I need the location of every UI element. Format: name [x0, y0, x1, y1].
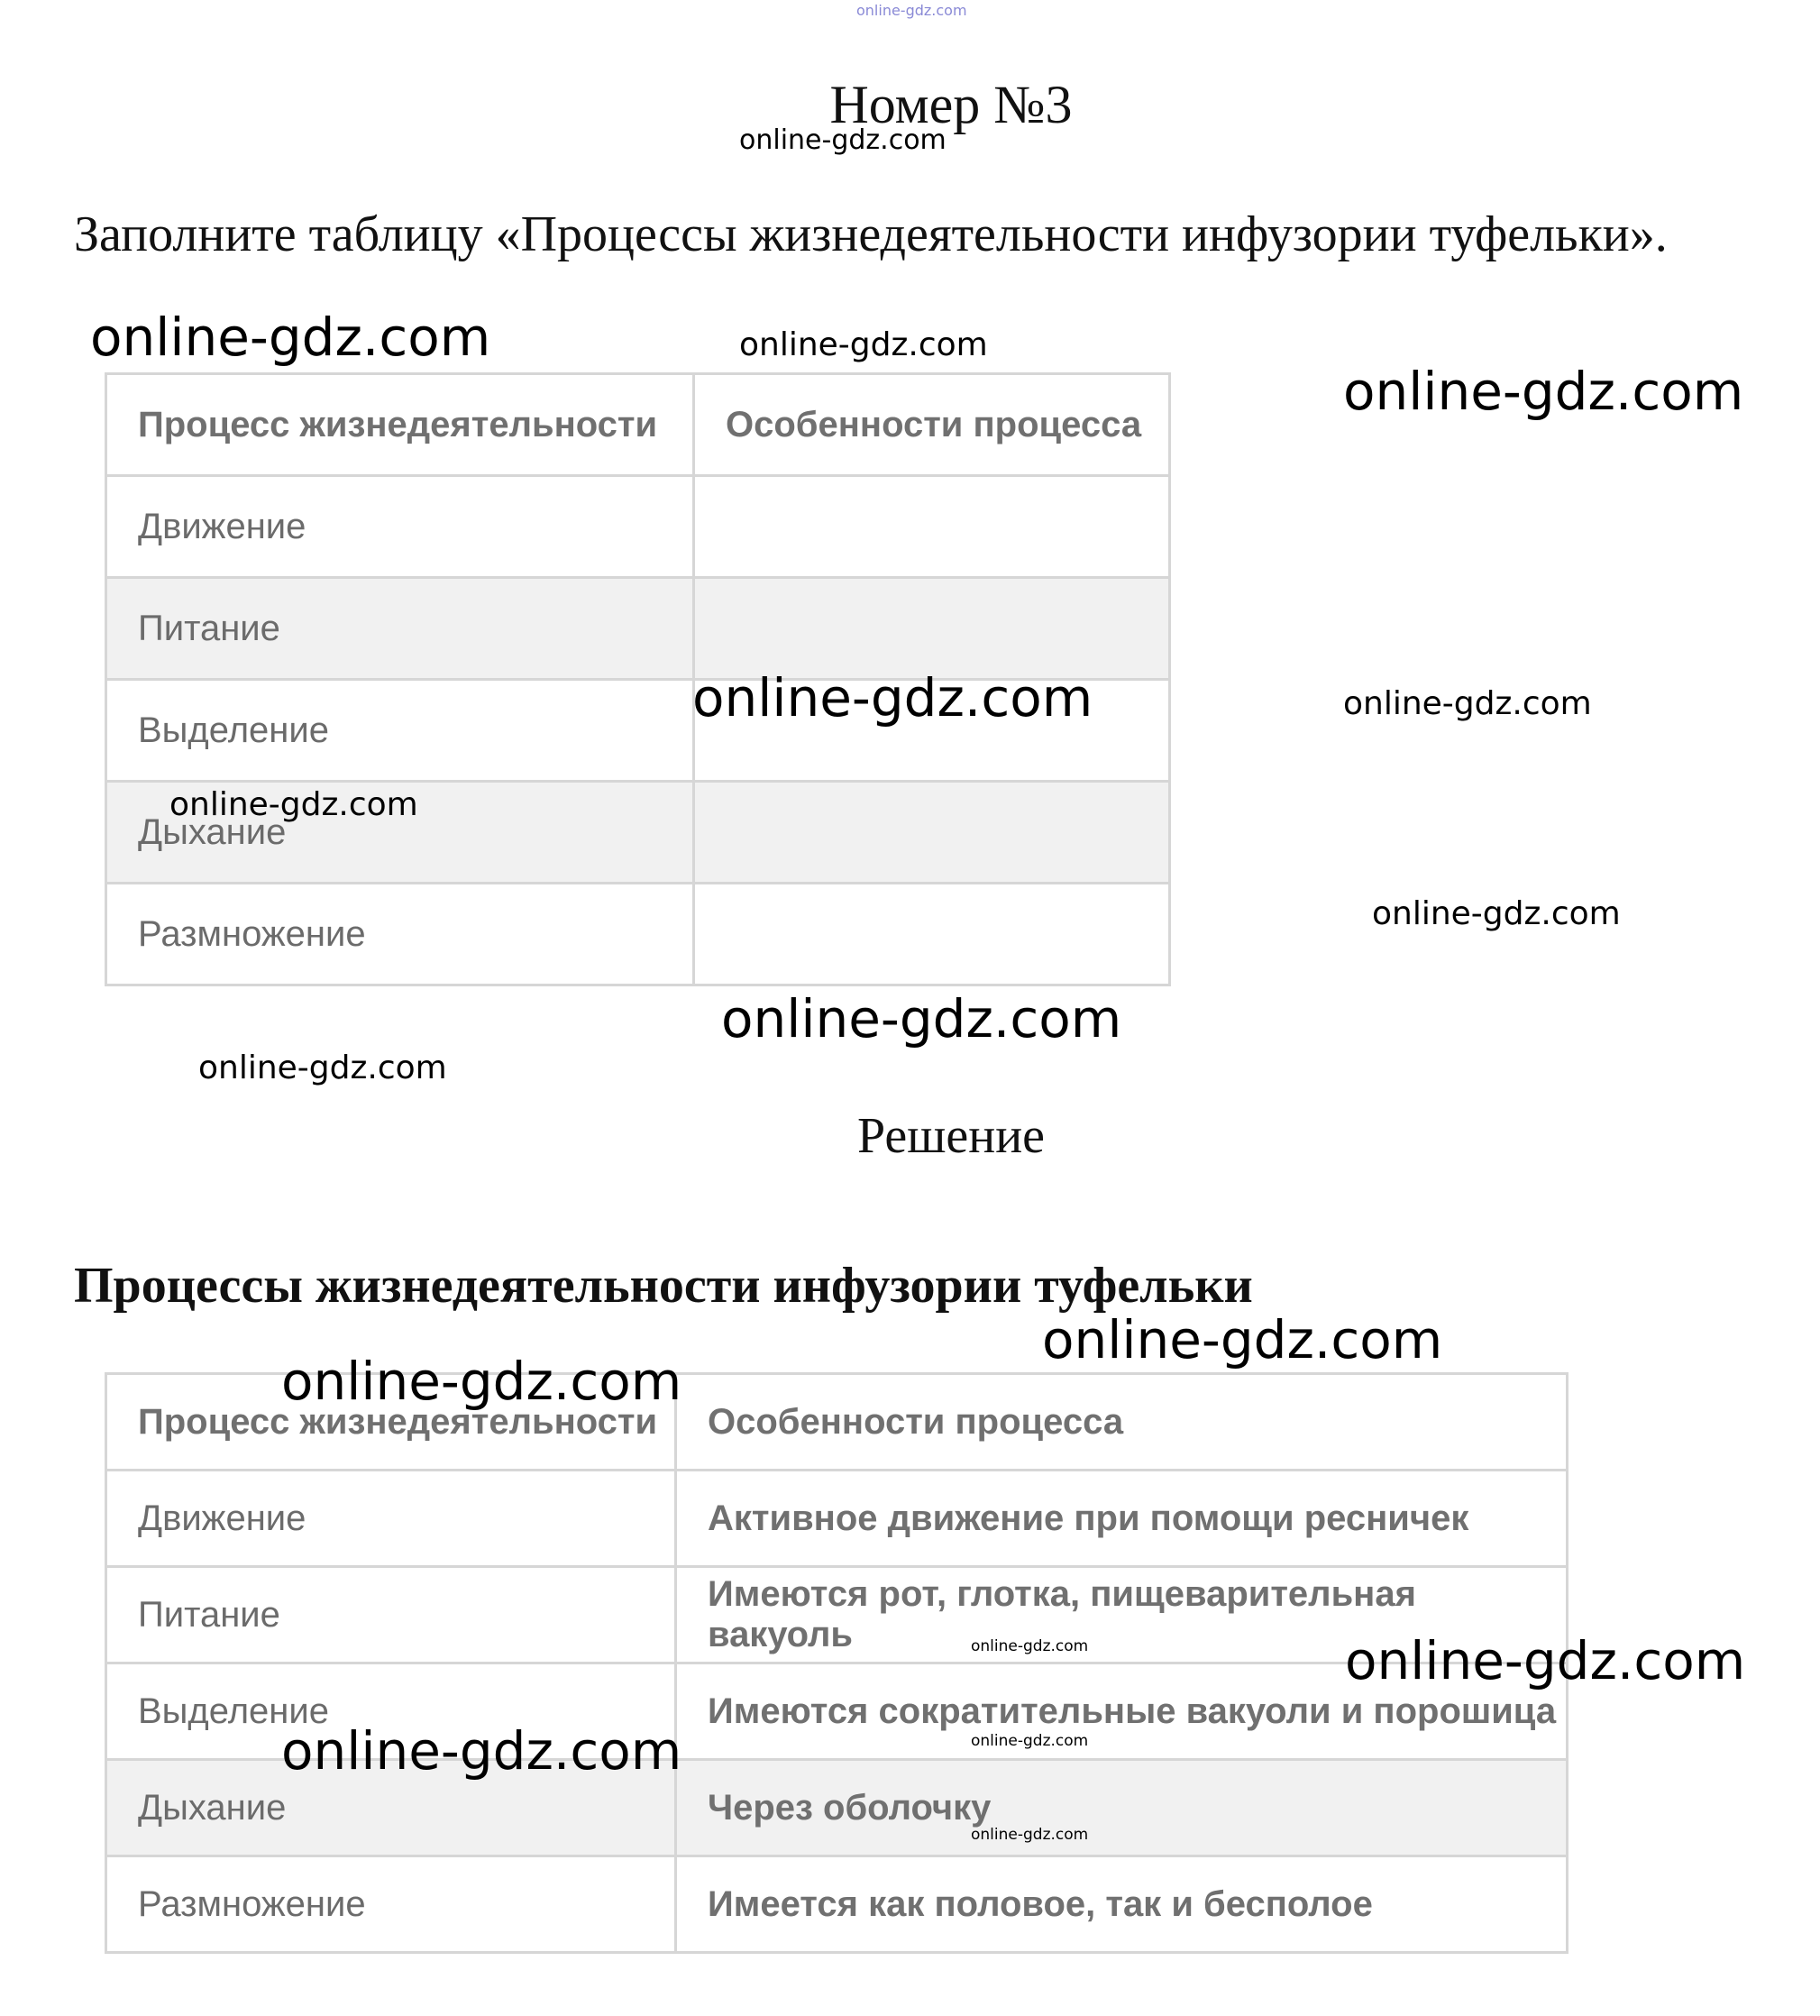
- header-cell-features: Особенности процесса: [694, 374, 1170, 476]
- table-row: [106, 884, 1170, 985]
- process-cell: Движение: [106, 1471, 676, 1567]
- table-header-row: [106, 374, 1170, 476]
- watermark: online-gdz.com: [281, 1720, 682, 1782]
- features-cell: [694, 476, 1170, 578]
- header-cell-process: Процесс жизнедеятельности: [106, 1374, 676, 1471]
- watermark: online-gdz.com: [1343, 361, 1744, 422]
- process-cell: Питание: [106, 1567, 676, 1663]
- watermark: online-gdz.com: [90, 307, 491, 368]
- process-cell: Выделение: [106, 1663, 676, 1760]
- features-cell: Активное движение при помощи ресничек: [676, 1471, 1568, 1567]
- table-row: [106, 476, 1170, 578]
- features-cell: Имеются рот, глотка, пищеварительная вакуоль: [676, 1567, 1568, 1663]
- process-cell: Дыхание: [106, 782, 694, 884]
- features-cell: Через оболочку: [676, 1760, 1568, 1856]
- features-cell: Имеются сократительные вакуоли и порошица: [676, 1663, 1568, 1760]
- process-cell: Движение: [106, 476, 694, 578]
- header-cell-features: Особенности процесса: [676, 1374, 1568, 1471]
- table-row: [106, 1471, 1568, 1567]
- features-cell: [694, 884, 1170, 985]
- process-cell: Размножение: [106, 1856, 676, 1953]
- features-cell: [694, 578, 1170, 680]
- watermark: online-gdz.com: [1343, 685, 1592, 722]
- features-cell: Имеется как половое, так и бесполое: [676, 1856, 1568, 1953]
- watermark: online-gdz.com: [1345, 1630, 1746, 1691]
- watermark: online-gdz.com: [739, 124, 947, 156]
- process-cell: Размножение: [106, 884, 694, 985]
- solution-table-title: Процессы жизнедеятельности инфузории туфельки: [74, 1258, 1253, 1314]
- watermark: online-gdz.com: [971, 1637, 1089, 1655]
- page-title: Номер №3: [829, 75, 1073, 134]
- process-cell: Выделение: [106, 680, 694, 782]
- watermark: online-gdz.com: [692, 667, 1093, 729]
- watermark: online-gdz.com: [198, 1049, 447, 1086]
- table-row: [106, 1856, 1568, 1953]
- watermark: online-gdz.com: [971, 1732, 1089, 1750]
- watermark: online-gdz.com: [739, 326, 988, 363]
- table-row: [106, 578, 1170, 680]
- watermark: online-gdz.com: [971, 1826, 1089, 1844]
- process-cell: Питание: [106, 578, 694, 680]
- watermark: online-gdz.com: [281, 1351, 682, 1412]
- task-text: Заполните таблицу «Процессы жизнедеятельности инфузории туфельки».: [74, 206, 1668, 262]
- watermark: online-gdz.com: [721, 988, 1122, 1049]
- watermark: online-gdz.com: [1042, 1309, 1443, 1370]
- features-cell: [694, 782, 1170, 884]
- header-cell-process: Процесс жизнедеятельности: [106, 374, 694, 476]
- watermark-top: online-gdz.com: [856, 2, 967, 19]
- solution-label: Решение: [856, 1108, 1046, 1164]
- watermark: online-gdz.com: [1372, 895, 1621, 932]
- process-cell: Дыхание: [106, 1760, 676, 1856]
- watermark: online-gdz.com: [169, 786, 418, 823]
